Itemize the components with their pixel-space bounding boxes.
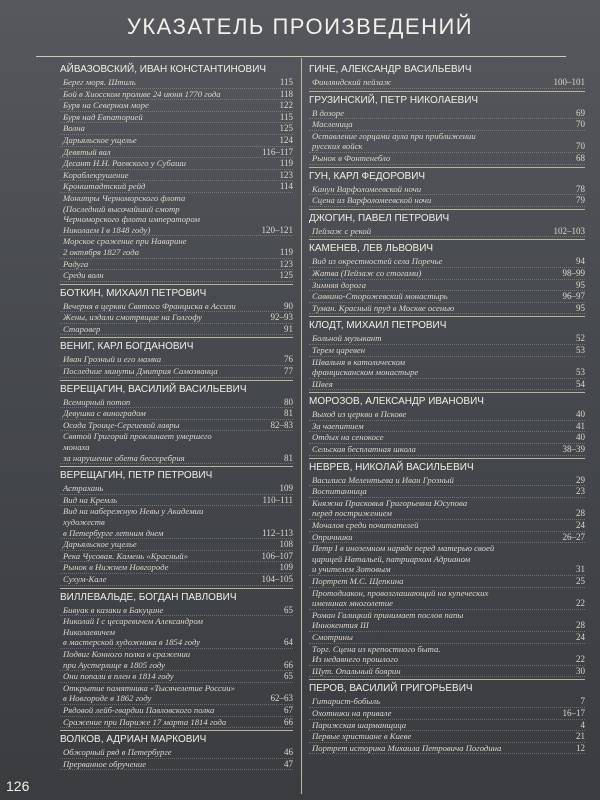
work-page: 109: [279, 483, 293, 494]
work-page: 70: [576, 141, 585, 152]
work-page: 108: [279, 539, 293, 550]
work-page: 29: [576, 474, 585, 485]
work-page: 62–63: [270, 693, 293, 704]
work-entry: [60, 759, 293, 771]
author-heading: ВИЛЛЕВАЛЬДЕ, БОГДАН ПАВЛОВИЧ: [60, 588, 293, 605]
work-title: Всемирный потоп: [63, 396, 131, 407]
work-entry: [309, 409, 585, 421]
author-heading: ВЕНИГ, КАРЛ БОГДАНОВИЧ: [60, 337, 293, 354]
work-page: 81: [284, 452, 293, 463]
index-column-left: [60, 62, 293, 770]
work-page: 28: [576, 620, 585, 631]
work-title: Они попали в плен в 1814 году: [63, 671, 174, 682]
work-entry: [60, 312, 293, 324]
work-entry: [60, 495, 293, 507]
page-number: 126: [6, 778, 30, 794]
work-title: Зимняя дорога: [312, 279, 366, 290]
work-title: Осада Троице-Сергиевой лавры: [63, 419, 180, 430]
work-title: Охотники на привале: [312, 707, 392, 718]
work-title: Канун Варфоломеевской ночи: [312, 183, 422, 194]
work-entry: [60, 605, 293, 617]
work-page: 96–97: [562, 291, 585, 302]
work-entry: [309, 632, 585, 644]
work-title: Парижская шарманщица: [312, 719, 407, 730]
work-entry: [60, 100, 293, 112]
work-title: Прерванное обручение: [63, 758, 147, 769]
work-title: Гитарист-бобыль: [312, 696, 381, 707]
work-title: Рынок в Нижнем Новгороде: [63, 562, 169, 573]
work-entry: [60, 574, 293, 586]
work-title: Выход из церкви в Пскове: [312, 409, 407, 420]
page-title: УКАЗАТЕЛЬ ПРОИЗВЕДЕНИЙ: [126, 14, 474, 39]
work-entry: [60, 551, 293, 563]
work-page: 81: [284, 408, 293, 419]
work-title: Монитры Черноморского флота (Последний высочайший смотр Черноморского флота императором Николаем I в 1848 году): [63, 192, 200, 235]
work-page: 123: [279, 258, 293, 269]
work-entry: [309, 195, 585, 207]
work-title: Жатва (Пейзаж со стогами): [312, 267, 422, 278]
work-entry: [60, 616, 293, 649]
work-page: 64: [284, 637, 293, 648]
work-entry: [60, 236, 293, 258]
work-page: 90: [284, 300, 293, 311]
work-entry: [60, 135, 293, 147]
index-column-right: [309, 62, 585, 754]
work-page: 120–121: [261, 224, 293, 235]
work-entry: [309, 345, 585, 357]
work-title: Святой Григорий проклинает умершего монаха за нарушение обета бессеребрия: [63, 431, 212, 463]
work-page: 53: [576, 367, 585, 378]
work-entry: [309, 108, 585, 120]
work-title: Терем царевен: [312, 344, 366, 355]
work-page: 95: [576, 279, 585, 290]
work-title: Швальня в католическом францисканском монастыре: [312, 356, 419, 378]
work-entry: [60, 562, 293, 574]
work-entry: [309, 280, 585, 292]
author-heading: АЙВАЗОВСКИЙ, ИВАН КОНСТАНТИНОВИЧ: [60, 64, 267, 75]
work-page: 40: [576, 409, 585, 420]
work-title: Воспитанница: [312, 486, 367, 497]
work-entry: [60, 324, 293, 336]
work-title: Оставление горцами аула при приближении русских войск: [312, 130, 476, 152]
work-title: Смотрины: [312, 631, 353, 642]
work-title: Старовер: [63, 323, 101, 334]
work-page: 102–103: [553, 225, 585, 236]
title-rule: [36, 56, 566, 57]
work-page: 70: [576, 119, 585, 130]
work-entry: [309, 610, 585, 632]
work-page: 79: [576, 195, 585, 206]
work-title: Николай I с цесаревичем Александром Николаевичем в мастерской художника в 1854 году: [63, 616, 203, 648]
work-title: Волна: [63, 123, 85, 134]
work-entry: [309, 666, 585, 678]
work-title: Вид на набережную Невы у Академии художеств в Петербурге летним днем: [63, 506, 204, 538]
work-title: Радуга: [63, 258, 89, 269]
work-entry: [309, 77, 585, 89]
work-page: 26–27: [562, 531, 585, 542]
work-entry: [309, 731, 585, 743]
work-entry: [60, 77, 293, 89]
work-page: 123: [279, 169, 293, 180]
work-page: 119: [279, 158, 293, 169]
work-entry: [309, 486, 585, 498]
work-page: 124: [279, 134, 293, 145]
work-entry: [60, 747, 293, 759]
work-title: Девушка с виноградом: [63, 408, 146, 419]
work-page: 91: [284, 323, 293, 334]
work-entry: [309, 303, 585, 315]
work-entry: [60, 366, 293, 378]
work-page: 106–107: [261, 550, 293, 561]
work-title: Кораблекрушение: [63, 169, 129, 180]
author-heading: КЛОДТ, МИХАИЛ ПЕТРОВИЧ: [309, 316, 585, 333]
work-entry: [309, 543, 585, 576]
work-title: Опричники: [312, 531, 353, 542]
work-title: Петр I в иноземном наряде перед матерью своей царицей Натальей, патриархом Адрианом и учителем Зотовым: [312, 543, 495, 575]
work-title: Рынок в Фонтенебло: [312, 152, 391, 163]
work-page: 16–17: [562, 707, 585, 718]
work-entry: [309, 644, 585, 666]
work-page: 110–111: [262, 494, 293, 505]
work-entry: [309, 256, 585, 268]
work-page: 125: [279, 123, 293, 134]
work-page: 104–105: [261, 573, 293, 584]
work-entry: [309, 268, 585, 280]
work-page: 115: [279, 111, 293, 122]
work-page: 31: [576, 564, 585, 575]
work-title: Вид из окрестностей села Поречье: [312, 256, 443, 267]
work-entry: [60, 112, 293, 124]
work-page: 54: [576, 378, 585, 389]
work-entry: [309, 291, 585, 303]
work-title: Портрет М.С. Щепкина: [312, 576, 404, 586]
work-entry: [309, 532, 585, 544]
work-page: 98–99: [562, 267, 585, 278]
work-entry: [309, 444, 585, 456]
author-heading: НЕВРЕВ, НИКОЛАЙ ВАСИЛЬЕВИЧ: [309, 458, 585, 475]
work-title: Портрет историка Михаила Петровича Погодина: [312, 742, 502, 753]
work-title: Сухум-Кале: [63, 573, 107, 584]
work-entry: [60, 420, 293, 432]
work-title: Вид на Кремль: [63, 494, 118, 505]
work-entry: [60, 170, 293, 182]
work-page: 116–117: [262, 146, 293, 157]
work-entry: [60, 354, 293, 366]
work-entry: [60, 431, 293, 464]
work-page: 65: [284, 604, 293, 615]
work-page: 24: [576, 631, 585, 642]
work-entry: [309, 226, 585, 238]
work-entry: [60, 259, 293, 271]
work-entry: [309, 153, 585, 165]
author-heading: ГУН, КАРЛ ФЕДОРОВИЧ: [309, 167, 585, 184]
work-title: Река Чусовая. Камень «Красный»: [63, 550, 188, 561]
work-title: Сельская бесплатная школа: [312, 444, 416, 455]
work-entry: [60, 539, 293, 551]
work-entry: [60, 123, 293, 135]
work-title: Кронштадтский рейд: [63, 181, 146, 192]
work-title: Последние минуты Дмитрия Самозванца: [63, 366, 218, 377]
work-page: 53: [576, 344, 585, 355]
work-page: 82–83: [270, 419, 293, 430]
work-entry: [309, 119, 585, 131]
work-title: Сцена из Варфоломеевской ночи: [312, 195, 432, 206]
work-page: 76: [284, 354, 293, 365]
work-page: 77: [284, 366, 293, 377]
author-heading: ПЕРОВ, ВАСИЛИЙ ГРИГОРЬЕВИЧ: [309, 679, 585, 696]
work-title: Швея: [312, 378, 333, 389]
work-entry: [309, 131, 585, 153]
work-entry: [60, 301, 293, 313]
work-page: 114: [279, 181, 293, 192]
work-entry: [60, 181, 293, 193]
work-title: Шут. Опальный боярин: [312, 665, 401, 676]
work-title: Мочалов среди почитателей: [312, 520, 419, 531]
work-entry: [60, 397, 293, 409]
work-title: Бивуак в казаки в Бакуцине: [63, 604, 164, 615]
author-heading: ГИНЕ, АЛЕКСАНДР ВАСИЛЬЕВИЧ: [309, 64, 472, 75]
work-page: 109: [279, 562, 293, 573]
work-page: 24: [576, 520, 585, 531]
work-page: 115: [279, 77, 293, 87]
work-page: 68: [576, 152, 585, 163]
work-entry: [60, 671, 293, 683]
work-page: 52: [576, 333, 585, 344]
work-title: Девятый вал: [63, 146, 111, 157]
work-title: Рядовой лейб-гвардии Павловского полка: [63, 704, 215, 715]
work-title: Туман. Красный пруд в Москве осенью: [312, 302, 455, 313]
author-heading: ВЕРЕЩАГИН, ПЕТР ПЕТРОВИЧ: [60, 466, 293, 483]
work-page: 112–113: [262, 527, 293, 538]
work-title: Больной музыкант: [312, 333, 382, 344]
work-entry: [60, 483, 293, 495]
work-title: Сражение при Париже 17 марта 1814 года: [63, 716, 227, 727]
work-title: Буря на Северном море: [63, 100, 149, 111]
work-title: В дозоре: [312, 107, 344, 118]
author-heading: БОТКИН, МИХАИЛ ПЕТРОВИЧ: [60, 284, 293, 301]
work-title: Берег моря. Штиль: [63, 77, 136, 87]
work-title: Протодиакон, провозглашающий на купеческих именинах многолетие: [312, 587, 489, 609]
work-entry: [309, 379, 585, 391]
work-title: Подвиг Конного полка в сражении при Аустерлице в 1805 году: [63, 648, 191, 670]
work-page: 25: [576, 576, 585, 586]
work-entry: [309, 498, 585, 520]
work-entry: [60, 408, 293, 420]
author-heading: ВЕРЕЩАГИН, ВАСИЛИЙ ВАСИЛЬЕВИЧ: [60, 380, 293, 397]
work-title: Масленица: [312, 119, 353, 130]
work-entry: [309, 475, 585, 487]
work-title: Дарьяльское ущелье: [63, 134, 137, 145]
work-title: Отдых на сенокосе: [312, 432, 384, 443]
work-page: 28: [576, 508, 585, 519]
work-title: Открытие памятника «Тысячелетие России» в Новгороде в 1862 году: [63, 682, 235, 704]
work-entry: [309, 421, 585, 433]
work-title: Финляндский пейзаж: [312, 77, 392, 87]
work-title: Первые христиане в Киеве: [312, 731, 412, 742]
work-page: 40: [576, 432, 585, 443]
work-entry: [60, 717, 293, 729]
work-entry: [309, 696, 585, 708]
work-entry: [309, 520, 585, 532]
work-title: Роман Галицкий принимает послов папы Иннокентия III: [312, 609, 464, 631]
work-page: 7: [580, 696, 585, 707]
work-entry: [60, 193, 293, 236]
work-page: 22: [576, 598, 585, 609]
work-page: 118: [279, 88, 293, 99]
work-entry: [309, 708, 585, 720]
work-entry: [309, 357, 585, 379]
author-heading: ВОЛКОВ, АДРИАН МАРКОВИЧ: [60, 730, 293, 747]
work-page: 67: [284, 704, 293, 715]
work-title: Пейзаж с рекой: [312, 225, 372, 236]
work-title: Вечерня в церкви Святого Франциска в Ассизи: [63, 300, 236, 311]
work-title: Астрахань: [63, 483, 104, 494]
work-title: Княжна Прасковья Григорьевна Юсупова перед пострижением: [312, 497, 468, 519]
work-title: Среди волн: [63, 270, 104, 281]
work-entry: [309, 588, 585, 610]
work-page: 80: [284, 396, 293, 407]
work-page: 78: [576, 183, 585, 194]
work-page: 41: [576, 420, 585, 431]
work-entry: [60, 147, 293, 159]
work-entry: [309, 743, 585, 755]
work-entry: [60, 89, 293, 101]
work-title: Василиса Мелентьева и Иван Грозный: [312, 474, 454, 485]
work-page: 30: [576, 665, 585, 676]
work-entry: [60, 270, 293, 282]
work-page: 95: [576, 302, 585, 313]
work-entry: [309, 576, 585, 588]
work-title: Дарьяльское ущелье: [63, 539, 137, 550]
work-page: 21: [576, 731, 585, 742]
author-heading: ДЖОГИН, ПАВЕЛ ПЕТРОВИЧ: [309, 209, 585, 226]
work-page: 23: [576, 486, 585, 497]
work-entry: [60, 649, 293, 671]
work-title: Торг. Сцена из крепостного быта. Из недавнего прошлого: [312, 643, 441, 665]
work-page: 65: [284, 671, 293, 682]
work-page: 125: [279, 270, 293, 281]
work-entry: [60, 683, 293, 705]
work-entry: [60, 506, 293, 539]
work-page: 22: [576, 654, 585, 665]
author-heading: МОРОЗОВ, АЛЕКСАНДР ИВАНОВИЧ: [309, 392, 585, 409]
work-title: Морское сражение при Наварине 2 октября 1827 года: [63, 236, 187, 257]
work-page: 46: [284, 747, 293, 758]
work-title: Жены, издали смотрящие на Голгофу: [63, 312, 202, 323]
work-page: 38–39: [562, 444, 585, 455]
work-title: Обжорный ряд в Петербурге: [63, 747, 172, 758]
work-entry: [309, 333, 585, 345]
work-page: 92–93: [270, 312, 293, 323]
work-entry: [309, 184, 585, 196]
work-page: 69: [576, 107, 585, 118]
work-entry: [60, 158, 293, 170]
work-page: 66: [284, 716, 293, 727]
work-title: Саввино-Сторожевский монастырь: [312, 291, 448, 302]
work-title: Буря над Евпаторией: [63, 111, 143, 122]
work-page: 100–101: [553, 77, 585, 87]
work-page: 12: [576, 742, 585, 753]
work-title: Бой в Хиосском проливе 24 июня 1770 года: [63, 88, 221, 99]
work-title: Десант Н.Н. Раевского у Субаши: [63, 158, 187, 169]
work-entry: [309, 432, 585, 444]
work-page: 122: [279, 100, 293, 111]
work-page: 94: [576, 256, 585, 267]
work-title: Иван Грозный и его мамка: [63, 354, 162, 365]
work-page: 47: [284, 758, 293, 769]
work-page: 119: [279, 246, 293, 257]
author-heading: КАМЕНЕВ, ЛЕВ ЛЬВОВИЧ: [309, 239, 585, 256]
work-page: 4: [580, 719, 585, 730]
work-title: За чаепитием: [312, 420, 364, 431]
author-heading: ГРУЗИНСКИЙ, ПЕТР НИКОЛАЕВИЧ: [309, 91, 585, 108]
work-page: 66: [284, 659, 293, 670]
work-entry: [309, 720, 585, 732]
work-entry: [60, 705, 293, 717]
